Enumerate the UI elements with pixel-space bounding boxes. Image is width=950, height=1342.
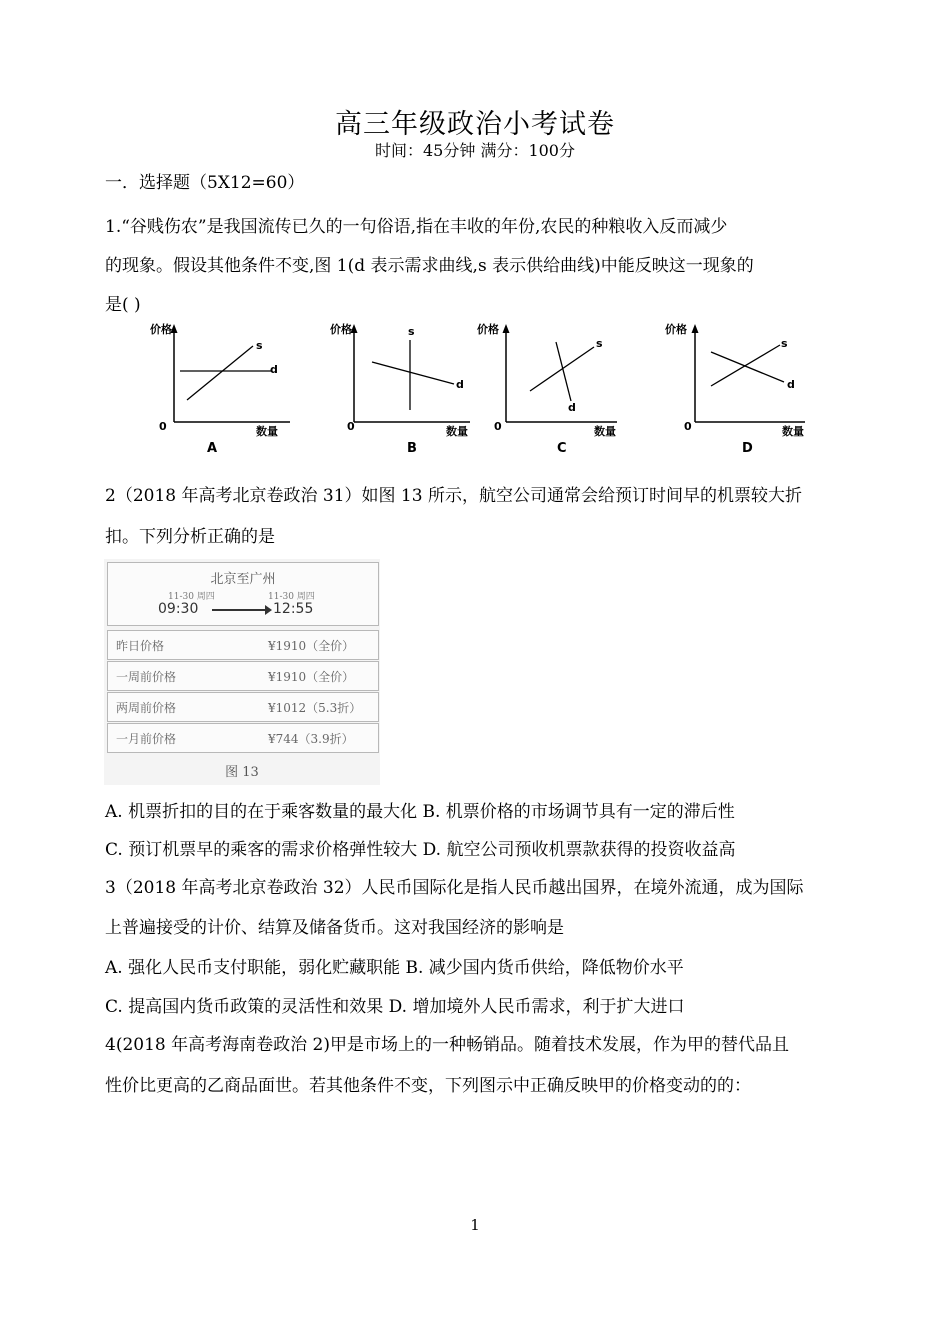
y-axis-label: 价格 [150,323,172,336]
demand-label: d [568,401,576,414]
demand-line [711,352,784,382]
q2-options-cd: C. 预订机票早的乘客的需求价格弹性较大 D. 航空公司预收机票款获得的投资收益高 [105,840,736,860]
q1-graph-a [150,318,300,460]
price-row [107,692,379,722]
supply-label: s [781,337,788,350]
option-letter: C [557,441,567,456]
x-axis-label: 数量 [256,425,278,438]
origin-label: 0 [494,420,502,433]
q3-stem-line2: 上普遍接受的计价、结算及储备货币。这对我国经济的影响是 [105,918,564,938]
q1-stem-line3: 是( ) [105,295,141,315]
supply-line [187,346,253,400]
origin-label: 0 [159,420,167,433]
departure-time: 09:30 [158,601,199,617]
q4-stem-line1: 4(2018 年高考海南卷政治 2)甲是市场上的一种畅销品。随着技术发展，作为甲的替代品且 [105,1035,789,1055]
x-axis-label: 数量 [782,425,804,438]
arrow-right-icon [212,609,268,611]
q3-options-cd: C. 提高国内货币政策的灵活性和效果 D. 增加境外人民币需求，利于扩大进口 [105,997,685,1017]
exam-title: 高三年级政治小考试卷 [335,109,615,140]
option-letter: A [207,441,218,456]
q3-options-ab: A. 强化人民币支付职能，弱化贮藏职能 B. 减少国内货币供给，降低物价水平 [105,958,684,978]
q4-stem-line2: 性价比更高的乙商品面世。若其他条件不变，下列图示中正确反映甲的价格变动的的： [105,1076,751,1096]
price-row-value: ¥1910（全价） [268,670,355,684]
price-row-value: ¥1012（5.3折） [268,701,362,715]
price-row [107,723,379,753]
price-row-value: ¥744（3.9折） [268,732,354,746]
q2-stem-line2: 扣。下列分析正确的是 [105,527,275,547]
flight-header [107,562,379,626]
flight-price-figure [104,559,380,785]
price-row-value: ¥1910（全价） [268,639,355,653]
y-axis-label: 价格 [477,323,499,336]
origin-label: 0 [684,420,692,433]
q3-stem-line1: 3（2018 年高考北京卷政治 32）人民币国际化是指人民币越出国界，在境外流通，成为国际 [105,878,804,898]
page-number: 1 [470,1216,480,1234]
price-row-label: 昨日价格 [116,639,165,653]
origin-label: 0 [347,420,355,433]
y-axis-label: 价格 [665,323,687,336]
demand-label: d [456,378,464,391]
demand-line [372,362,454,384]
q2-options-ab: A. 机票折扣的目的在于乘客数量的最大化 B. 机票价格的市场调节具有一定的滞后性 [105,802,735,822]
price-row [107,661,379,691]
price-row [107,630,379,660]
x-axis-label: 数量 [446,425,468,438]
arrival-time: 12:55 [273,601,314,617]
q1-graph-c [477,318,627,460]
q1-graph-b [330,318,480,460]
q2-stem-line1: 2（2018 年高考北京卷政治 31）如图 13 所示，航空公司通常会给预订时间早的机票较大折 [105,486,802,506]
exam-time-score: 时间：45分钟 满分：100分 [375,141,575,160]
price-row-label: 两周前价格 [116,701,177,715]
q1-stem-line1: 1.“谷贱伤农”是我国流传已久的一句俗语,指在丰收的年份,农民的种粮收入反而减少 [105,217,728,237]
supply-label: s [256,339,263,352]
section-heading: 一．选择题（5X12=60） [105,173,305,193]
demand-label: d [270,363,278,376]
arrival-date: 11-30 周四 [268,592,315,602]
figure-caption: 图 13 [225,765,259,780]
demand-label: d [787,378,795,391]
flight-route: 北京至广州 [210,572,276,587]
x-axis-label: 数量 [594,425,616,438]
supply-label: s [596,337,603,350]
q1-graph-d [665,318,815,460]
option-letter: B [407,441,417,456]
y-axis-label: 价格 [330,323,352,336]
price-row-label: 一月前价格 [116,732,177,746]
option-letter: D [742,441,753,456]
supply-label: s [408,325,415,338]
supply-line [530,347,594,391]
departure-date: 11-30 周四 [168,592,215,602]
q1-stem-line2: 的现象。假设其他条件不变,图 1(d 表示需求曲线,s 表示供给曲线)中能反映这一现象的 [105,256,754,276]
price-row-label: 一周前价格 [116,670,177,684]
